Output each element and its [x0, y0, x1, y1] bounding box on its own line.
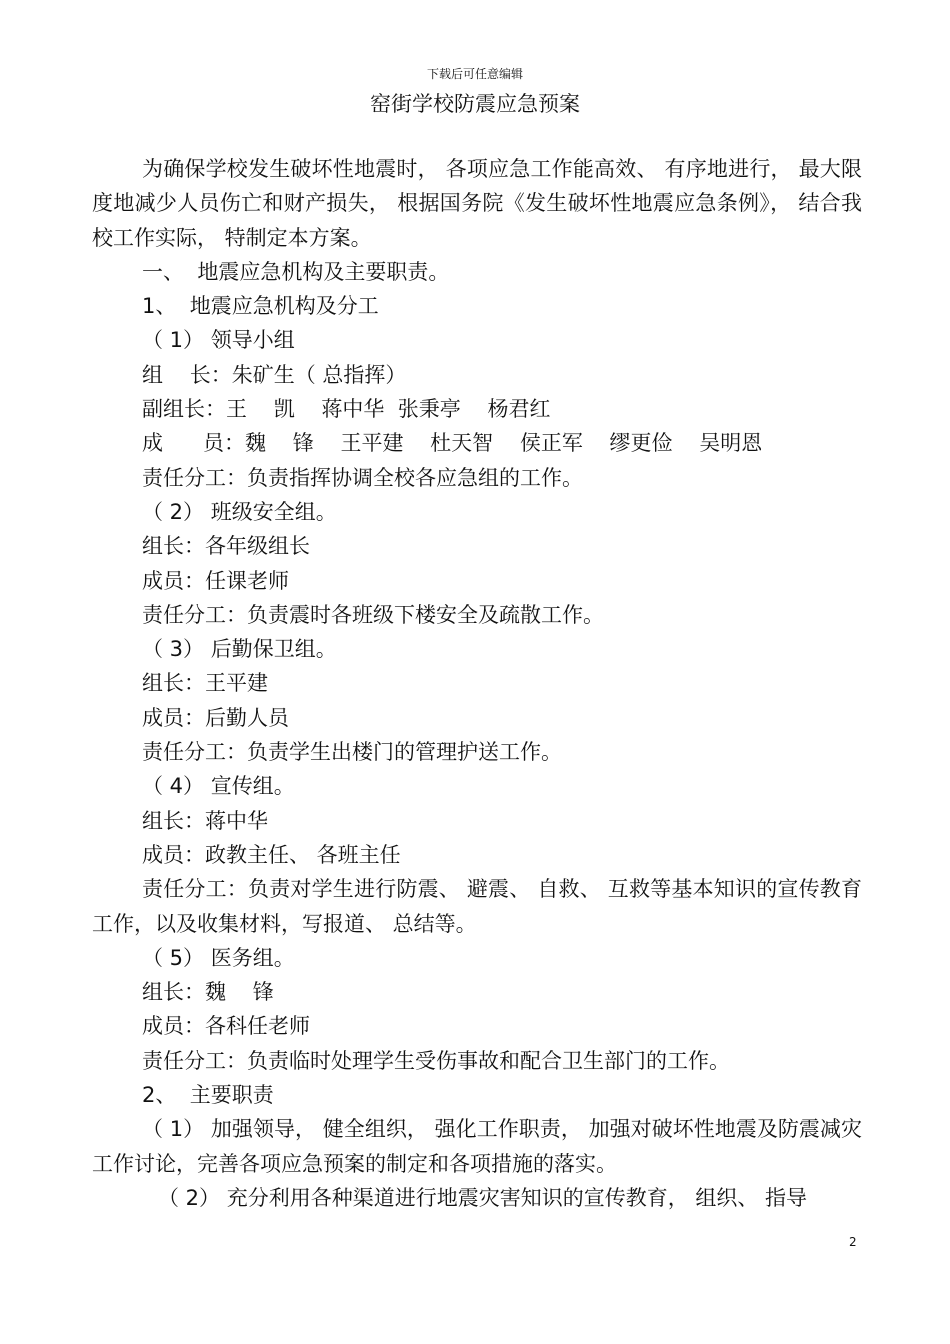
deputy-leader-line: 副组长：王 凯 蒋中华 张秉亭 杨君红	[142, 397, 551, 422]
group-heading-publicity: （ 4） 宣传组。	[142, 774, 295, 799]
group-heading-leadership: （ 1） 领导小组	[142, 328, 295, 353]
members-line: 成 员：魏 锋 王平建 杜天智 侯正军 缪更俭 吴明恩	[142, 431, 763, 456]
paragraph-intro: 为确保学校发生破坏性地震时， 各项应急工作能高效、 有序地进行， 最大限度地减少人员伤亡和财产损失， 根据国务院《发生破坏性地震应急条例》， 结合我校工作实际， 特制定本方案。	[92, 157, 862, 250]
members-line: 成员：各科任老师	[142, 1014, 310, 1039]
members-line: 成员：政教主任、 各班主任	[142, 842, 401, 867]
heading-section-1: 一、 地震应急机构及主要职责。	[142, 259, 450, 284]
leader-line: 组长：王平建	[142, 671, 268, 696]
header-note: 下载后可任意编辑	[426, 67, 523, 81]
duty-line: 责任分工：负责临时处理学生受伤事故和配合卫生部门的工作。	[142, 1048, 730, 1073]
leader-line: 组长：蒋中华	[142, 808, 268, 833]
document-body	[92, 152, 862, 1215]
leader-line: 组长：魏 锋	[142, 980, 274, 1005]
leader-line: 组 长：朱矿生（ 总指挥）	[142, 362, 407, 387]
members-line: 成员：任课老师	[142, 568, 289, 593]
members-line: 成员：后勤人员	[142, 705, 289, 730]
group-heading-logistics: （ 3） 后勤保卫组。	[142, 637, 337, 662]
group-heading-medical: （ 5） 医务组。	[142, 945, 295, 970]
group-heading-class-safety: （ 2） 班级安全组。	[142, 499, 337, 524]
heading-subsection-2: 2、 主要职责	[142, 1083, 274, 1108]
heading-subsection-1: 1、 地震应急机构及分工	[142, 294, 379, 319]
duty-line: 责任分工：负责指挥协调全校各应急组的工作。	[142, 465, 583, 490]
duty-line: 责任分工：负责震时各班级下楼安全及疏散工作。	[142, 602, 604, 627]
responsibility-item: （ 1） 加强领导， 健全组织， 强化工作职责， 加强对破坏性地震及防震减灾工作讨论，完善各项应急预案的制定和各项措施的落实。	[92, 1117, 862, 1176]
page-number: 2	[849, 1235, 857, 1249]
duty-line: 责任分工：负责对学生进行防震、 避震、 自救、 互救等基本知识的宣传教育工作，以及收集材料，写报道、 总结等。	[92, 877, 862, 936]
leader-line: 组长：各年级组长	[142, 534, 310, 559]
responsibility-item: （ 2） 充分利用各种渠道进行地震灾害知识的宣传教育， 组织、 指导	[158, 1185, 808, 1210]
document-title: 窑街学校防震应急预案	[370, 92, 580, 116]
duty-line: 责任分工：负责学生出楼门的管理护送工作。	[142, 740, 562, 765]
